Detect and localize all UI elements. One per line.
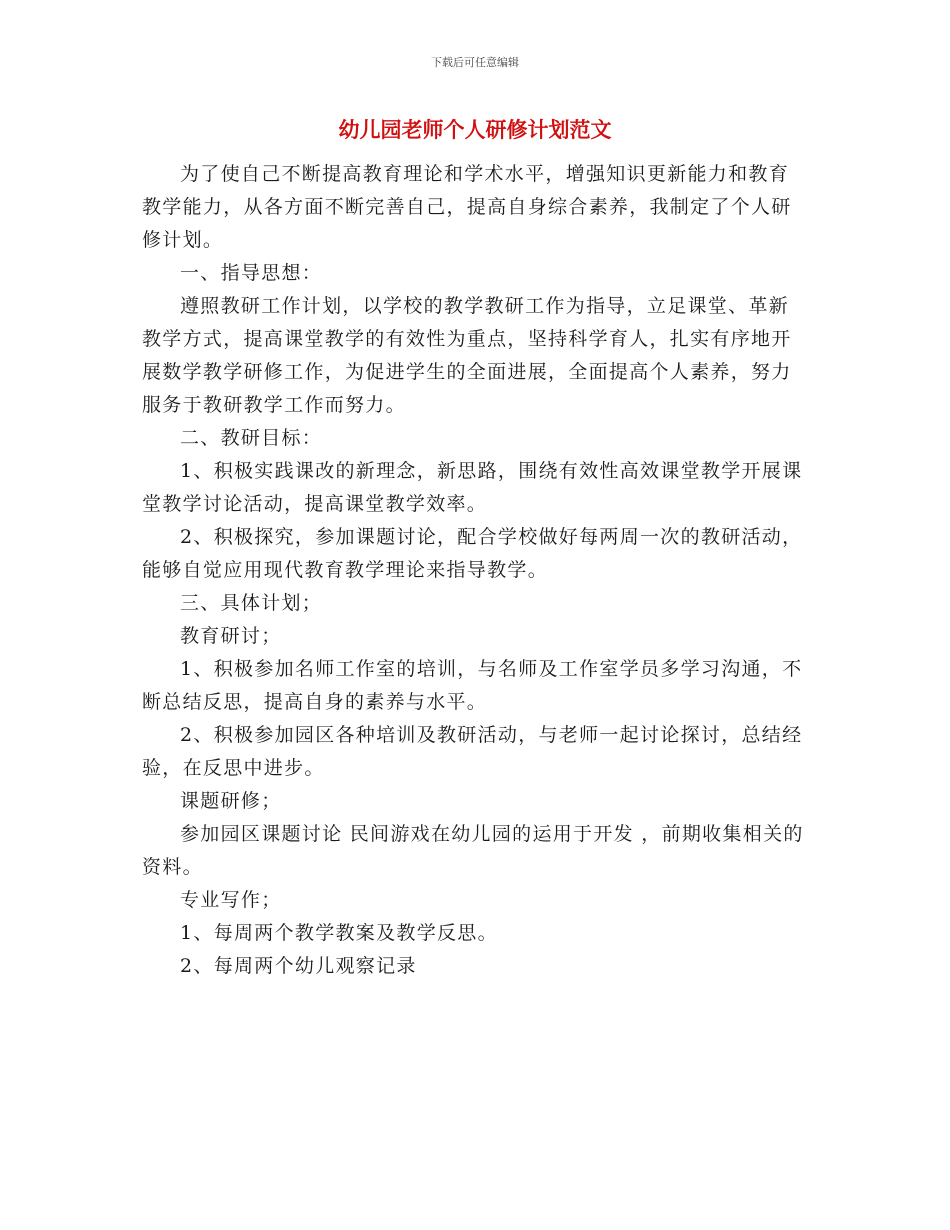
paragraph-goal-1: 1、积极实践课改的新理念，新思路，围绕有效性高效课堂教学开展课堂教学讨论活动，提高课堂教学效率。 bbox=[142, 460, 803, 515]
header-note: 下载后可任意编辑 bbox=[431, 56, 519, 69]
paragraph-goal-2: 2、积极探究，参加课题讨论，配合学校做好每两周一次的教研活动，能够自觉应用现代教育教学理论来指导教学。 bbox=[142, 526, 803, 581]
section-heading-guiding-thought: 一、指导思想： bbox=[180, 262, 323, 284]
section-heading-research-goals: 二、教研目标： bbox=[180, 427, 323, 449]
paragraph-intro: 为了使自己不断提高教育理论和学术水平，增强知识更新能力和教育教学能力，从各方面不断完善自己，提高自身综合素养，我制定了个人研修计划。 bbox=[142, 163, 792, 251]
paragraph-seminar-1: 1、积极参加名师工作室的培训，与名师及工作室学员多学习沟通，不断总结反思，提高自身的素养与水平。 bbox=[142, 658, 803, 713]
paragraph-project-study: 参加园区课题讨论 民间游戏在幼儿园的运用于开发 ，前期收集相关的资料。 bbox=[142, 823, 804, 878]
subheading-project-study: 课题研修； bbox=[180, 790, 282, 812]
section-heading-specific-plan: 三、具体计划； bbox=[180, 592, 323, 614]
paragraph-writing-2: 2、每周两个幼儿观察记录 bbox=[180, 955, 417, 977]
document-title: 幼儿园老师个人研修计划范文 bbox=[338, 117, 612, 142]
document-body bbox=[142, 158, 808, 983]
subheading-education-seminar: 教育研讨； bbox=[180, 625, 282, 647]
paragraph-seminar-2: 2、积极参加园区各种培训及教研活动，与老师一起讨论探讨，总结经验，在反思中进步。 bbox=[142, 724, 803, 779]
subheading-professional-writing: 专业写作； bbox=[180, 889, 282, 911]
paragraph-guiding-thought: 遵照教研工作计划，以学校的教学教研工作为指导，立足课堂、革新教学方式，提高课堂教学的有效性为重点，坚持科学育人，扎实有序地开展数学教学研修工作，为促进学生的全面进展，全面提高个人素养，努力服务于教研教学工作而努力。 bbox=[142, 295, 792, 416]
paragraph-writing-1: 1、每周两个教学教案及教学反思。 bbox=[180, 922, 498, 944]
